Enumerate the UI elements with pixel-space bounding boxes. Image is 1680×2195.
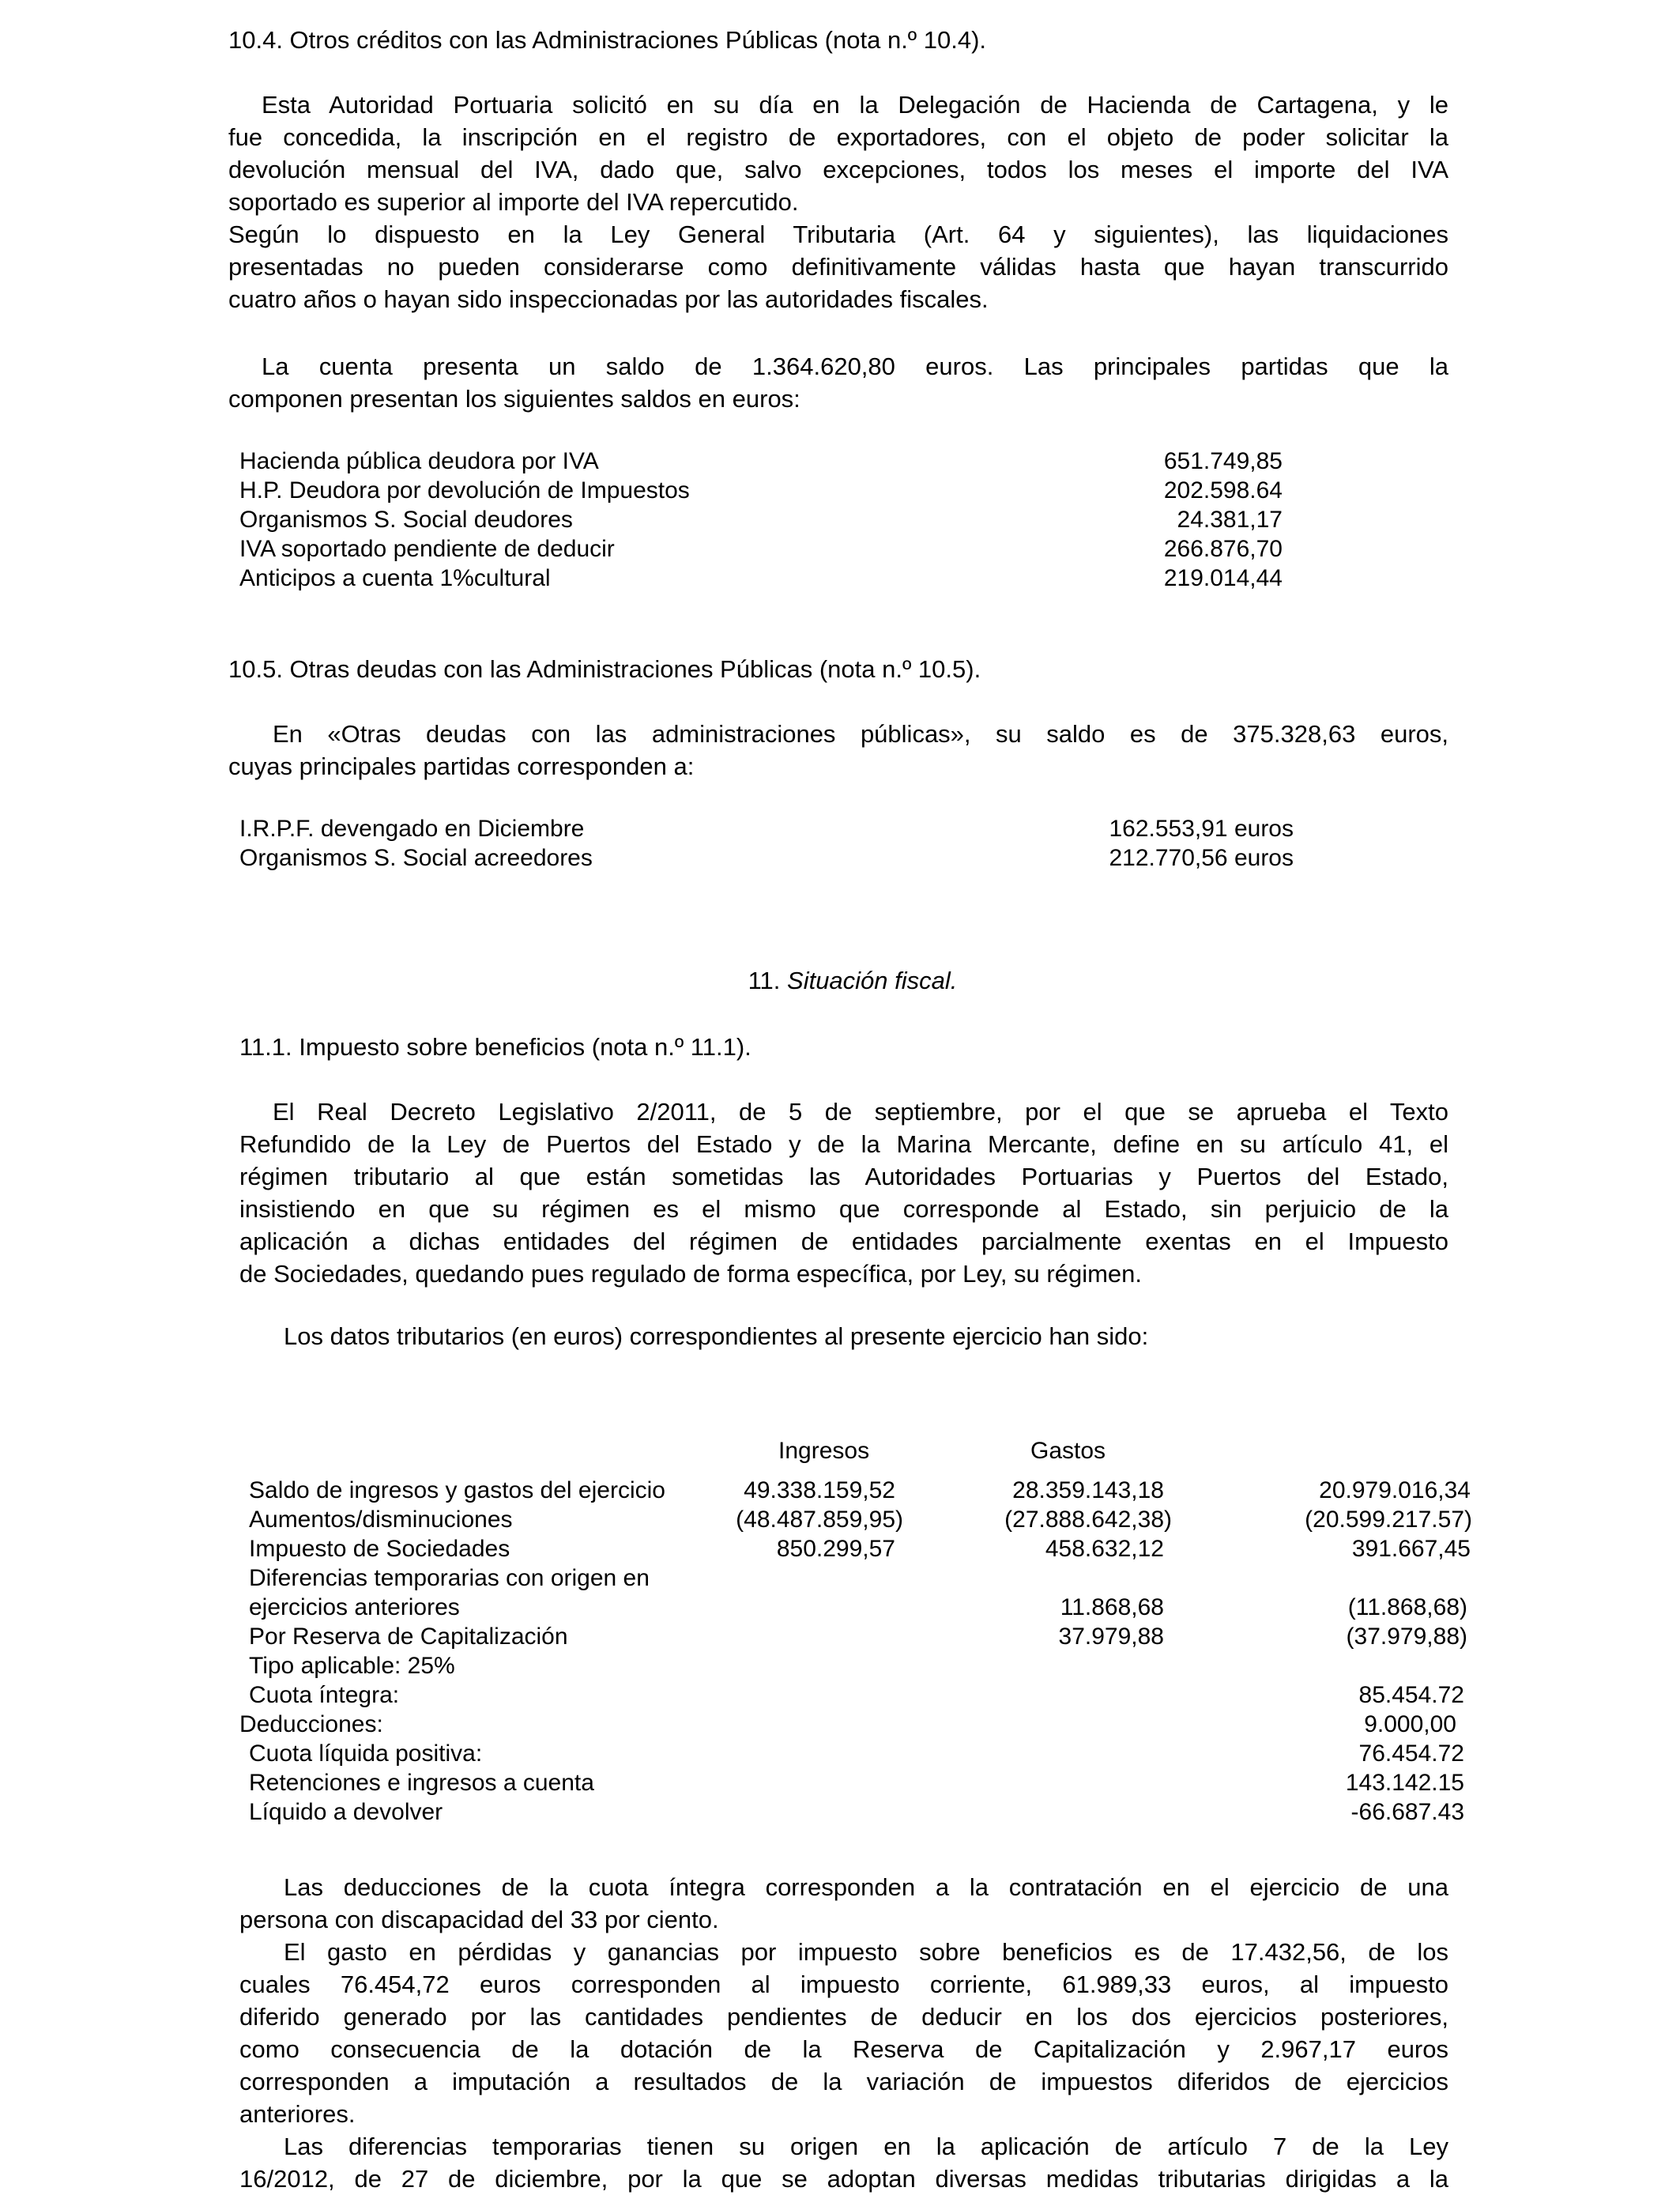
text-line: Esta Autoridad Portuaria solicitó en su día en la Delegación de Hacienda de Cartagena, y le — [262, 91, 1448, 119]
table-row — [239, 843, 1294, 873]
ingresos-cell: 850.299,57 — [776, 1536, 895, 1562]
section-10-5-debts-table — [239, 814, 1294, 873]
row-label: Retenciones e ingresos a cuenta — [249, 1770, 594, 1796]
row-value: 202.598.64 — [1163, 477, 1283, 503]
text-line: Según lo dispuesto en la Ley General Tributaria (Art. 64 y siguientes), las liquidaciones — [228, 221, 1448, 248]
row-value: 219.014,44 — [1163, 565, 1283, 591]
row-label: IVA soportado pendiente de deducir — [239, 536, 615, 562]
gastos-cell: 28.359.143,18 — [1012, 1477, 1164, 1503]
section-10-5-heading: 10.5. Otras deudas con las Administraciones Públicas (nota n.º 10.5). — [228, 655, 981, 683]
text-line: régimen tributario al que están sometidas las Autoridades Portuarias y Puertos del Estado, — [239, 1163, 1448, 1190]
text-line: como consecuencia de la dotación de la Reserva de Capitalización y 2.967,17 euros — [239, 2035, 1448, 2063]
table-row — [239, 1622, 1472, 1651]
column-header-ingresos: Ingresos — [778, 1438, 870, 1464]
text-line: cuyas principales partidas corresponden a: — [228, 752, 695, 780]
total-cell: 143.142.15 — [1345, 1770, 1464, 1796]
table-row — [239, 1680, 1472, 1710]
text-line: presentadas no pueden considerarse como definitivamente válidas hasta que hayan transcurrido — [228, 253, 1448, 281]
text-line: Refundido de la Ley de Puertos del Estado y de la Marina Mercante, define en su artículo 41, el — [239, 1130, 1448, 1158]
section-11-1-paragraph-3 — [239, 1871, 1448, 2195]
text-line: El gasto en pérdidas y ganancias por impuesto sobre beneficios es de 17.432,56, de los — [284, 1938, 1448, 1966]
row-label: Tipo aplicable: 25% — [249, 1653, 455, 1679]
section-11-1-paragraph-2: Los datos tributarios (en euros) correspondientes al presente ejercicio han sido: — [284, 1322, 1149, 1350]
text-line: El Real Decreto Legislativo 2/2011, de 5 de septiembre, por el que se aprueba el Texto — [273, 1098, 1448, 1126]
section-title: Situación fiscal. — [787, 967, 958, 994]
total-cell: 76.454.72 — [1358, 1741, 1464, 1767]
text-line: soportado es superior al importe del IVA repercutido. — [228, 188, 799, 216]
section-10-4-paragraph-3 — [228, 350, 1448, 415]
section-11-1-heading: 11.1. Impuesto sobre beneficios (nota n.º 11.1). — [239, 1033, 751, 1061]
total-cell: (37.979,88) — [1346, 1624, 1467, 1650]
row-label: Líquido a devolver — [249, 1799, 443, 1825]
row-label: Organismos S. Social deudores — [239, 507, 573, 533]
gastos-cell: 458.632,12 — [1045, 1536, 1164, 1562]
total-cell: -66.687.43 — [1350, 1799, 1464, 1825]
row-label: Aumentos/disminuciones — [249, 1507, 513, 1533]
gastos-cell: 11.868,68 — [1060, 1594, 1164, 1620]
total-cell: (20.599.217.57) — [1305, 1507, 1472, 1533]
section-11-1-paragraph-1 — [239, 1096, 1448, 1290]
text-line: fue concedida, la inscripción en el registro de exportadores, con el objeto de poder solicitar la — [228, 123, 1448, 151]
text-line: aplicación a dichas entidades del régimen de entidades parcialmente exentas en el Impuesto — [239, 1228, 1448, 1255]
table-row — [239, 447, 1283, 476]
gastos-cell: 37.979,88 — [1058, 1624, 1164, 1650]
text-line: componen presentan los siguientes saldos en euros: — [228, 385, 800, 413]
table-row — [239, 505, 1283, 534]
table-row — [239, 814, 1294, 843]
row-label: Cuota líquida positiva: — [249, 1741, 483, 1767]
row-label: ejercicios anteriores — [249, 1594, 460, 1620]
row-label: Impuesto de Sociedades — [249, 1536, 510, 1562]
text-line: cuatro años o hayan sido inspeccionadas por las autoridades fiscales. — [228, 285, 989, 313]
text-line: devolución mensual del IVA, dado que, salvo excepciones, todos los meses el importe del IVA — [228, 156, 1448, 183]
text-line: Las diferencias temporarias tienen su origen en la aplicación de artículo 7 de la Ley — [284, 2133, 1448, 2160]
ingresos-cell: (48.487.859,95) — [736, 1507, 903, 1533]
section-10-4-paragraph-1 — [228, 89, 1448, 315]
text-line: Las deducciones de la cuota íntegra corresponden a la contratación en el ejercicio de una — [284, 1873, 1448, 1901]
text-line: 16/2012, de 27 de diciembre, por la que se adoptan diversas medidas tributarias dirigidas a la — [239, 2165, 1448, 2193]
row-label: Anticipos a cuenta 1%cultural — [239, 565, 551, 591]
row-label: I.R.P.F. devengado en Diciembre — [239, 816, 585, 842]
row-value: 162.553,91 euros — [1109, 816, 1294, 842]
section-10-4-balances-table — [239, 447, 1283, 593]
total-cell: 85.454.72 — [1358, 1682, 1464, 1708]
table-row — [239, 1505, 1472, 1534]
text-line: insistiendo en que su régimen es el mismo que corresponde al Estado, sin perjuicio de la — [239, 1195, 1448, 1223]
text-line: corresponden a imputación a resultados de la variación de impuestos diferidos de ejercicios — [239, 2068, 1448, 2095]
row-value: 266.876,70 — [1163, 536, 1283, 562]
row-label: Deducciones: — [239, 1711, 383, 1737]
ingresos-cell: 49.338.159,52 — [744, 1477, 895, 1503]
row-label: Organismos S. Social acreedores — [239, 845, 593, 871]
row-label: Diferencias temporarias con origen en — [249, 1565, 650, 1591]
total-cell: 9.000,00 — [1364, 1711, 1456, 1737]
column-header-gastos: Gastos — [1030, 1438, 1106, 1464]
text-line: persona con discapacidad del 33 por ciento. — [239, 1906, 719, 1933]
table-row — [239, 1768, 1472, 1797]
text-line: En «Otras deudas con las administraciones públicas», su saldo es de 375.328,63 euros, — [273, 720, 1448, 748]
table-row — [239, 534, 1283, 564]
total-cell: (11.868,68) — [1347, 1594, 1467, 1620]
table-row — [239, 1534, 1472, 1563]
total-cell: 20.979.016,34 — [1319, 1477, 1471, 1503]
table-row — [239, 564, 1283, 593]
text-line: de Sociedades, quedando pues regulado de forma específica, por Ley, su régimen. — [239, 1260, 1143, 1288]
text-line: diferido generado por las cantidades pendientes de deducir en los dos ejercicios posteriores, — [239, 2003, 1448, 2031]
table-row — [239, 1563, 1472, 1593]
gastos-cell: (27.888.642,38) — [1004, 1507, 1172, 1533]
text-line: cuales 76.454,72 euros corresponden al impuesto corriente, 61.989,33 euros, al impuesto — [239, 1971, 1448, 1998]
row-value: 24.381,17 — [1177, 507, 1283, 533]
text-line: La cuenta presenta un saldo de 1.364.620,80 euros. Las principales partidas que la — [262, 353, 1448, 380]
row-value: 212.770,56 euros — [1109, 845, 1294, 871]
row-label: H.P. Deudora por devolución de Impuestos — [239, 477, 690, 503]
row-label: Cuota íntegra: — [249, 1682, 400, 1708]
tax-data-table — [239, 1476, 1472, 1827]
table-row — [239, 1710, 1472, 1739]
text-line: anteriores. — [239, 2100, 356, 2128]
table-row — [239, 1651, 1472, 1680]
section-10-5-paragraph-1 — [228, 718, 1448, 783]
section-10-4-heading: 10.4. Otros créditos con las Administraciones Públicas (nota n.º 10.4). — [228, 26, 987, 54]
total-cell: 391.667,45 — [1351, 1536, 1471, 1562]
table-row — [239, 1797, 1472, 1827]
table-row — [239, 1593, 1472, 1622]
section-11-title — [0, 964, 1680, 997]
row-value: 651.749,85 — [1163, 448, 1283, 474]
row-label: Saldo de ingresos y gastos del ejercicio — [249, 1477, 665, 1503]
table-row — [239, 476, 1283, 505]
table-row — [239, 1476, 1472, 1505]
row-label: Por Reserva de Capitalización — [249, 1624, 568, 1650]
table-row — [239, 1739, 1472, 1768]
row-label: Hacienda pública deudora por IVA — [239, 448, 599, 474]
section-number: 11. — [748, 967, 781, 994]
